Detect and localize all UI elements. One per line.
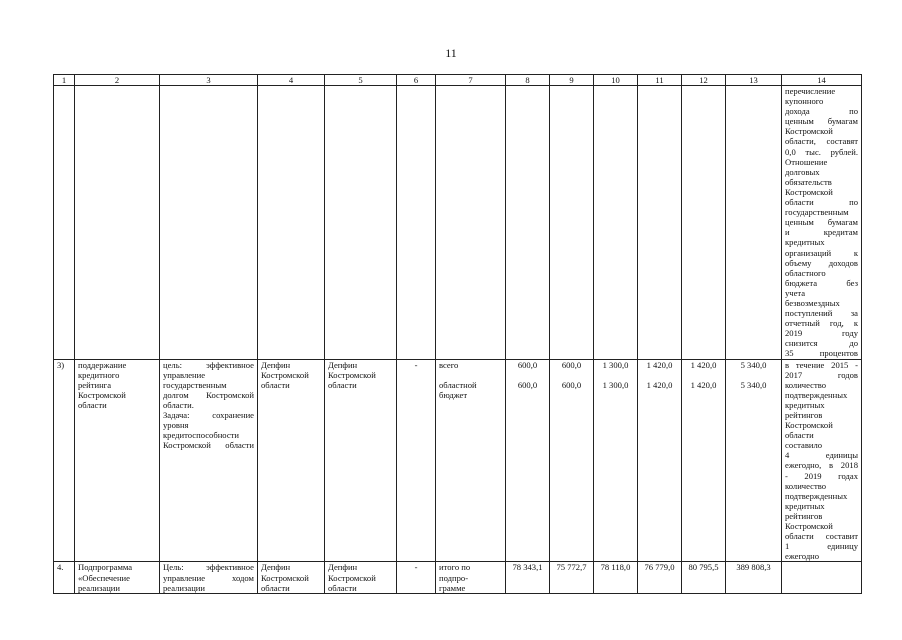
table-row-continuation (54, 86, 862, 360)
table-cell (258, 86, 325, 360)
text-line: области (78, 399, 107, 410)
text-line: 35 процентов (785, 348, 858, 359)
text-line: учета (785, 287, 806, 298)
text-line: перечисление (785, 86, 836, 96)
text-line: кредитного (78, 369, 120, 380)
text-line: объему доходов (785, 257, 858, 268)
text-line: области (328, 582, 357, 593)
page-number: 11 (445, 46, 457, 60)
text-line: подпро- (439, 572, 469, 583)
funding-source (436, 359, 506, 562)
text-line: области по (785, 197, 858, 208)
value-cell: 76 779,0 (638, 562, 682, 594)
text-line: государственным (163, 379, 227, 390)
goal-task (160, 359, 258, 562)
text-line: бюджета без (785, 277, 858, 288)
text-line: области, составят (785, 136, 858, 147)
value-cell: 600,0 600,0 (550, 359, 594, 562)
value-cell: 5 340,0 5 340,0 (726, 359, 782, 562)
table-row-4 (54, 562, 862, 594)
text-line: областного (785, 267, 826, 278)
text-line: количество (785, 379, 827, 390)
header-cell: 11 (638, 75, 682, 86)
text-line: области составит (785, 531, 858, 542)
header-cell: 14 (782, 75, 862, 86)
text-line (439, 370, 502, 380)
text-line: всего (439, 359, 459, 370)
text-line: ежегодно (785, 551, 820, 562)
text-line: ценным бумагам (785, 217, 858, 228)
header-cell: 13 (726, 75, 782, 86)
text-line: Костромской (785, 186, 833, 197)
text-line: ежегодно, в 2018 (785, 460, 858, 471)
text-line: в течение 2015 - (785, 359, 858, 370)
header-cell: 12 (682, 75, 726, 86)
text-line: кредитных (785, 500, 825, 511)
col6-dash: - (397, 359, 436, 562)
text-line: Костромской (261, 369, 309, 380)
responsible-executor (258, 562, 325, 594)
text-line: кредитных (785, 399, 825, 410)
row-number: 4. (54, 562, 75, 594)
table-cell (506, 86, 550, 360)
text-line: государственным (785, 207, 849, 218)
text-line: Костромской (785, 126, 833, 137)
header-cell: 5 (325, 75, 397, 86)
col6-dash: - (397, 562, 436, 594)
text-line: 2017 годов (785, 369, 858, 380)
text-line: подтвержденных (785, 490, 848, 501)
header-row (54, 75, 862, 86)
text-line: купонного (785, 96, 824, 107)
text-line: Задача: сохранение (163, 410, 254, 420)
text-line: Депфин (261, 359, 291, 370)
funding-source (436, 562, 506, 594)
header-cell: 1 (54, 75, 75, 86)
table-cell (397, 86, 436, 360)
text-line: «Обеспечение (78, 572, 130, 583)
value-cell: 600,0 600,0 (506, 359, 550, 562)
table-cell (682, 86, 726, 360)
text-line: Отношение (785, 156, 828, 167)
text-line: цель: эффективное (163, 359, 254, 370)
text-line: области (328, 379, 357, 390)
subprogram-name (75, 562, 160, 594)
text-line: организаций к (785, 247, 858, 258)
table-cell (782, 562, 862, 594)
text-line: Костромской (328, 572, 376, 583)
text-line: реализации (78, 582, 120, 593)
text-line: области (785, 430, 814, 441)
text-line: Костромской (78, 389, 126, 400)
text-line: Костромской (328, 369, 376, 380)
table-cell (726, 86, 782, 360)
text-line: грамме (439, 582, 466, 593)
text-line: долгом Костромской (163, 389, 254, 400)
text-line: составило (785, 440, 823, 451)
text-line: рейтингов (785, 510, 823, 521)
text-line: - 2019 годах (785, 470, 858, 481)
text-line: Цель: эффективное (163, 562, 254, 573)
header-cell: 6 (397, 75, 436, 86)
text-line: подтвержденных (785, 389, 848, 400)
row-number: 3) (54, 359, 75, 562)
table-cell (54, 86, 75, 360)
value-cell: 75 772,7 (550, 562, 594, 594)
text-line: и кредитам (785, 227, 858, 238)
results-text (782, 359, 862, 562)
program-table (53, 74, 862, 594)
text-line: области (261, 379, 290, 390)
text-line: ценным бумагам (785, 116, 858, 127)
header-cell: 4 (258, 75, 325, 86)
text-line: областной (439, 379, 477, 390)
co-executor (325, 359, 397, 562)
results-text-continued (782, 86, 862, 360)
header-cell: 7 (436, 75, 506, 86)
responsible-executor (258, 359, 325, 562)
table-cell (75, 86, 160, 360)
measure-name (75, 359, 160, 562)
value-cell: 78 343,1 (506, 562, 550, 594)
text-line: кредитных (785, 237, 825, 248)
text-line: Костромской (785, 420, 833, 431)
text-line: 1 единицу (785, 541, 858, 552)
table-cell (325, 86, 397, 360)
text-line: поступлений за (785, 308, 858, 319)
text-line: Костромской (785, 521, 833, 532)
text-line: 0,0 тыс. рублей. (785, 146, 858, 157)
text-line: снизится до (785, 338, 858, 349)
header-cell: 3 (160, 75, 258, 86)
text-line: 2019 году (785, 328, 858, 339)
header-cell: 8 (506, 75, 550, 86)
header-cell: 10 (594, 75, 638, 86)
co-executor (325, 562, 397, 594)
value-cell: 1 300,0 1 300,0 (594, 359, 638, 562)
header-cell: 9 (550, 75, 594, 86)
text-line: кредитоспособности (163, 430, 239, 441)
text-line: количество (785, 480, 827, 491)
value-cell: 389 808,3 (726, 562, 782, 594)
text-line: обязательств (785, 176, 832, 187)
table-cell (436, 86, 506, 360)
text-line: Депфин (328, 359, 358, 370)
text-line: Подпрограмма (78, 562, 133, 573)
text-line: рейтингов (785, 410, 823, 420)
text-line: бюджет (439, 389, 468, 400)
text-line: Костромской области (163, 440, 254, 451)
text-line: Депфин (261, 562, 291, 573)
header-cell: 2 (75, 75, 160, 86)
text-line: управление (163, 369, 206, 380)
value-cell: 1 420,0 1 420,0 (682, 359, 726, 562)
value-cell: 1 420,0 1 420,0 (638, 359, 682, 562)
text-line: реализации (163, 582, 205, 593)
text-line: управление ходом (163, 572, 254, 583)
text-line: уровня (163, 420, 189, 431)
value-cell: 80 795,5 (682, 562, 726, 594)
text-line: области. (163, 399, 194, 410)
table-cell (638, 86, 682, 360)
text-line: итого по (439, 562, 471, 573)
table-cell (160, 86, 258, 360)
text-line: безвозмездных (785, 297, 840, 308)
text-line: долговых (785, 166, 820, 177)
text-line: Костромской (261, 572, 309, 583)
text-line: области (261, 582, 290, 593)
text-line: 4 единицы (785, 450, 858, 461)
text-line: Депфин (328, 562, 358, 573)
table-row-3 (54, 359, 862, 562)
text-line: поддержание (78, 359, 127, 370)
table-cell (594, 86, 638, 360)
text-line: дохода по (785, 106, 858, 117)
text-line: рейтинга (78, 379, 112, 390)
value-cell: 78 118,0 (594, 562, 638, 594)
table-cell (550, 86, 594, 360)
text-line: отчетный год, к (785, 318, 858, 329)
goal-task (160, 562, 258, 594)
